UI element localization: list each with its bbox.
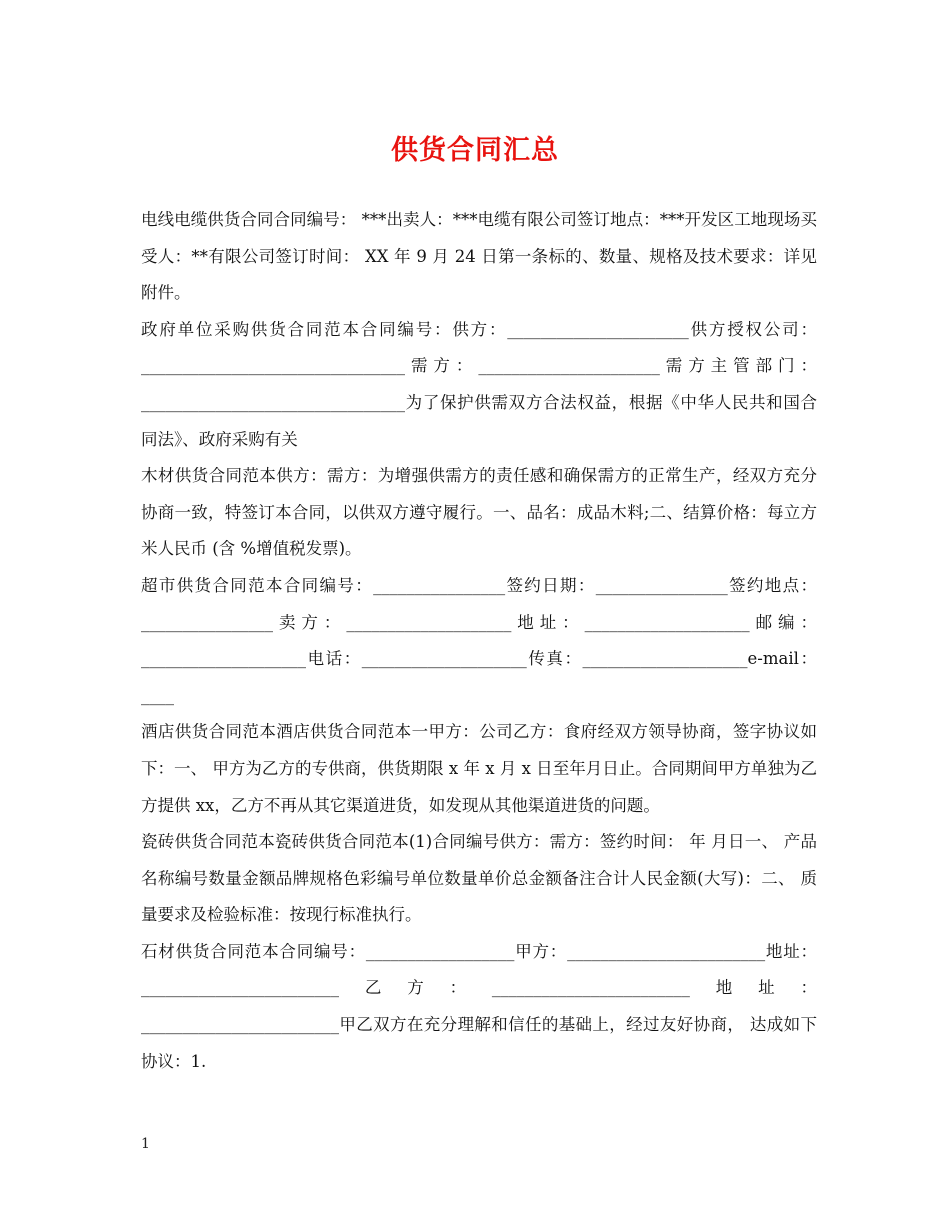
- paragraph-hotel-contract: 酒店供货合同范本酒店供货合同范本一甲方：公司乙方：食府经双方领导协商，签字协议如下：一、 甲方为乙方的专供商，供货期限 x 年 x 月 x 日至年月日止。合同期间甲方单独为乙方提供 xx，乙方不再从其它渠道进货，如发现从其他渠道进货的问题。: [141, 722, 817, 815]
- paragraph-tile-contract: 瓷砖供货合同范本瓷砖供货合同范本(1)合同编号供方：需方：签约时间： 年 月日一、 产品名称编号数量金额品牌规格色彩编号单位数量单价总金额备注合计人民金额(大写)：二、 质量要求及检验标准：按现行标准执行。: [141, 832, 817, 925]
- document-body: [141, 202, 817, 1080]
- paragraph-stone-contract: 石材供货合同范本合同编号：__________________甲方：________________________地址：________________________乙方：________________________地址：________________________甲乙双方在充分理解和信任的基础上，经过友好协商， 达成如下协议：1.: [141, 941, 817, 1071]
- paragraph-supermarket-contract: 超市供货合同范本合同编号：________________签约日期：________________签约地点：________________卖方：____________________地址：____________________邮编：____________________电话：____________________传真：____________________e-mail：____: [141, 575, 817, 705]
- paragraph-wire-cable-contract: 电线电缆供货合同合同编号： ***出卖人：***电缆有限公司签订地点：***开发区工地现场买受人：**有限公司签订时间： XX 年 9 月 24 日第一条标的、数量、规格及技术要求：详见附件。: [141, 210, 817, 303]
- page-number: 1: [141, 1136, 150, 1152]
- paragraph-government-procurement-contract: 政府单位采购供货合同范本合同编号：供方：______________________供方授权公司：________________________________需方：______________________需方主管部门：________________________________为了保护供需双方合法权益，根据《中华人民共和国合同法》、政府采购有关: [141, 319, 817, 449]
- document-title: 供货合同汇总: [391, 135, 559, 166]
- paragraph-timber-contract: 木材供货合同范本供方：需方：为增强供需方的责任感和确保需方的正常生产，经双方充分协商一致，特签订本合同，以供双方遵守履行。一、品名：成品木料;二、结算价格：每立方米人民币 (含 %增值税发票)。: [141, 466, 817, 559]
